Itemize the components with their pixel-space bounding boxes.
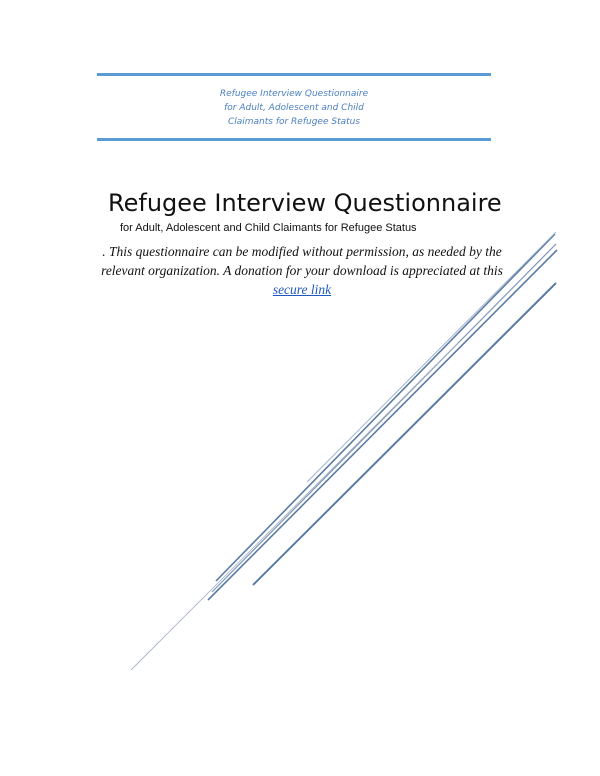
- decor-line-3: [208, 250, 557, 600]
- document-title: Refugee Interview Questionnaire: [108, 189, 502, 217]
- document-subtitle: for Adult, Adolescent and Child Claimants for Refugee Status: [120, 222, 417, 234]
- decor-line-6: [131, 343, 458, 670]
- decor-line-4: [307, 232, 556, 482]
- decor-line-1: [216, 234, 555, 581]
- notice-line-2: relevant organization. A donation for your download is appreciated at this: [101, 263, 503, 278]
- decor-line-2: [212, 244, 556, 592]
- header-line-2: for Adult, Adolescent and Child: [224, 103, 364, 113]
- notice-line-1: . This questionnaire can be modified without permission, as needed by the: [102, 244, 502, 259]
- header-line-3: Claimants for Refugee Status: [227, 117, 361, 127]
- header-line-1: Refugee Interview Questionnaire: [219, 89, 369, 99]
- decor-line-5: [253, 283, 556, 585]
- secure-link[interactable]: secure link: [272, 282, 332, 297]
